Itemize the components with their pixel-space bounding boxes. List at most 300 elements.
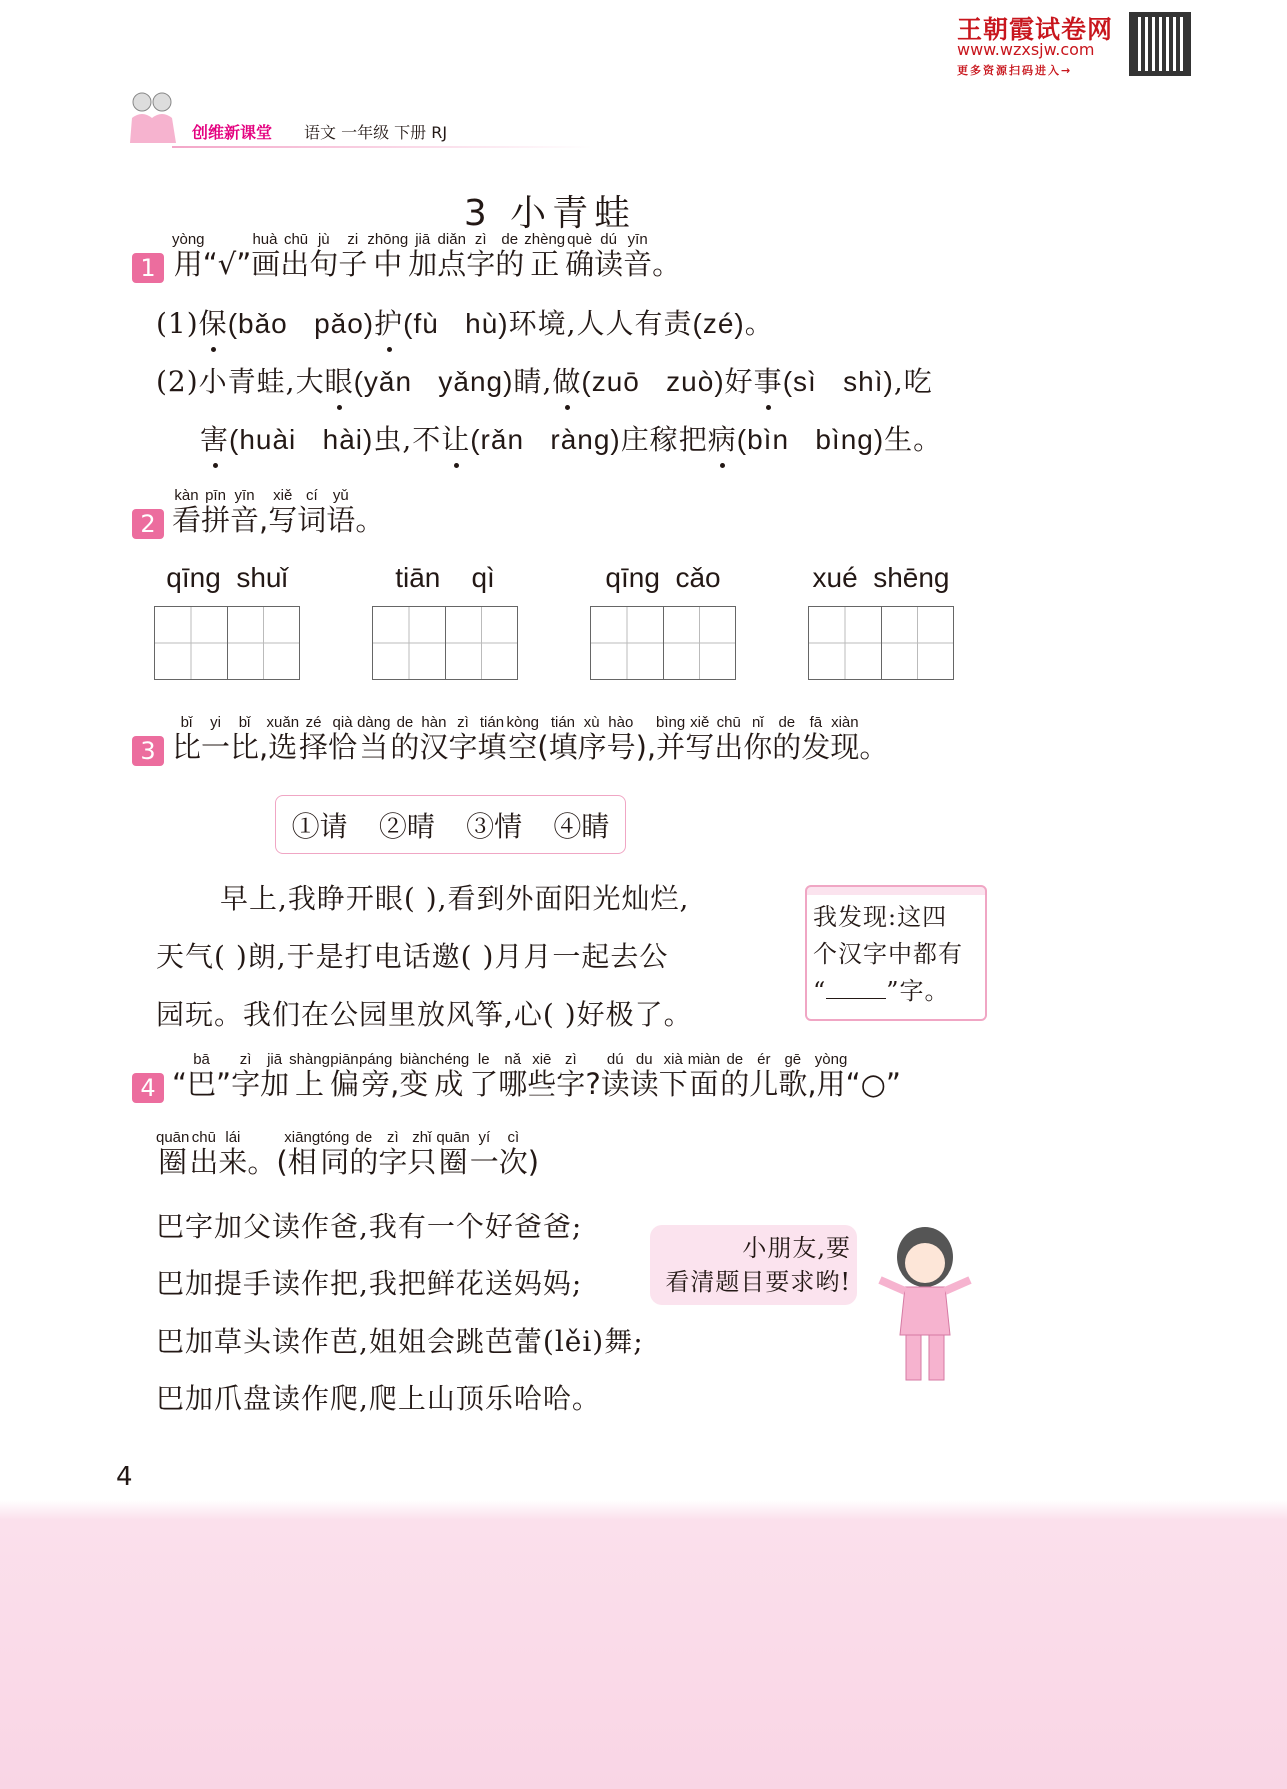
text: ( <box>537 730 549 764</box>
ruby-char <box>266 714 300 764</box>
hanzi: 并 <box>656 730 686 764</box>
series-name: 创维新课堂 <box>192 123 273 142</box>
hanzi: 偏 <box>329 1067 359 1101</box>
word-item <box>578 562 748 680</box>
hanzi: 看 <box>172 503 202 537</box>
ruby-char <box>656 714 686 764</box>
option: ④睛 <box>553 809 610 843</box>
ruby-char <box>428 1051 470 1101</box>
ruby-char <box>172 487 202 537</box>
pinyin: du <box>629 1051 659 1068</box>
text: 生。 <box>884 423 943 456</box>
hanzi: 来 <box>218 1145 248 1179</box>
hanzi: 一 <box>469 1145 499 1179</box>
dotted-char: 让 <box>441 423 471 456</box>
pinyin-choice[interactable]: (bìn bìng) <box>736 424 885 455</box>
question-4-title-cont <box>156 1130 539 1181</box>
ruby-char <box>658 1051 688 1101</box>
grid-cell[interactable] <box>373 607 446 679</box>
option: ①请 <box>291 809 348 843</box>
text: 虫,不 <box>373 423 442 456</box>
pinyin: de <box>390 714 420 731</box>
hanzi: 正 <box>524 247 566 281</box>
pinyin-choice[interactable]: (fù hù) <box>403 308 509 339</box>
hanzi: 音 <box>230 503 260 537</box>
bubble-text: 小朋友,要 <box>742 1234 851 1262</box>
hanzi: 相 <box>284 1145 321 1179</box>
ruby-char <box>448 714 478 764</box>
ruby-char <box>338 231 368 281</box>
text: 。 <box>355 503 385 537</box>
ruby-char <box>506 714 540 764</box>
hanzi: 你 <box>743 730 773 764</box>
pinyin: bìng <box>656 714 686 731</box>
hanzi: 点 <box>437 247 467 281</box>
ruby-char <box>495 231 525 281</box>
hanzi: 恰 <box>328 730 358 764</box>
ruby-char <box>357 714 391 764</box>
ruby-char <box>685 714 715 764</box>
note-quote: “ <box>813 977 827 1005</box>
word-pinyin: xué shēng <box>812 562 950 593</box>
pinyin: miàn <box>687 1051 721 1068</box>
hanzi: 选 <box>266 730 300 764</box>
hanzi: 圈 <box>156 1145 190 1179</box>
brand-logo <box>957 10 1197 80</box>
writing-grid[interactable] <box>372 606 518 680</box>
hanzi: 读 <box>629 1067 659 1101</box>
text: 。( <box>247 1145 288 1179</box>
pinyin: dú <box>600 1051 630 1068</box>
hanzi: 字 <box>231 1067 261 1101</box>
answer-blank[interactable] <box>826 979 886 999</box>
grid-cell[interactable] <box>155 607 228 679</box>
kids-illustration-icon <box>128 88 178 148</box>
word-item <box>360 562 530 680</box>
hanzi: 的 <box>495 247 525 281</box>
ruby-char <box>390 714 420 764</box>
text: ? <box>585 1067 601 1101</box>
pinyin: yòng <box>172 231 205 248</box>
hanzi: 画出 <box>251 247 310 281</box>
ruby-char <box>284 1129 321 1179</box>
ruby-char <box>358 1051 393 1101</box>
writing-grid[interactable] <box>154 606 300 680</box>
pinyin: diǎn <box>437 231 467 248</box>
ruby-char <box>469 1129 499 1179</box>
pinyin: huà chū <box>251 231 310 248</box>
ruby-char <box>548 714 636 764</box>
ruby-char <box>349 1129 379 1179</box>
grid-cell[interactable] <box>591 607 664 679</box>
pinyin: de <box>495 231 525 248</box>
hanzi: 写 <box>268 503 298 537</box>
hanzi: 次 <box>498 1145 528 1179</box>
bubble-text: 看清题目要求哟! <box>665 1268 851 1296</box>
hanzi: 成 <box>428 1067 470 1101</box>
ruby-char <box>408 231 438 281</box>
hanzi: 用 <box>814 1067 848 1101</box>
ruby-char <box>466 231 496 281</box>
pinyin: xiē <box>527 1051 557 1068</box>
ruby-char <box>260 1051 290 1101</box>
text: 。 <box>859 730 889 764</box>
qr-code-icon <box>1129 12 1191 76</box>
pinyin: bǐ <box>172 714 201 731</box>
ruby-char <box>156 1129 190 1179</box>
hanzi: 填 <box>477 730 507 764</box>
q1-sentence-2-cont <box>200 418 942 458</box>
grid-cell[interactable] <box>809 607 882 679</box>
grid-cell[interactable] <box>228 607 300 679</box>
header-divider <box>172 146 592 148</box>
hanzi: 些 <box>527 1067 557 1101</box>
pinyin: kòng <box>506 714 540 731</box>
discovery-note <box>805 885 987 1021</box>
dotted-char: 保 <box>198 307 228 340</box>
pinyin: biàn <box>399 1051 429 1068</box>
hanzi: 哪 <box>498 1067 528 1101</box>
hanzi: 的 <box>349 1145 379 1179</box>
pinyin: lái <box>218 1129 248 1146</box>
grid-cell[interactable] <box>664 607 736 679</box>
pinyin: zhōng <box>367 231 409 248</box>
hanzi: 语 <box>326 503 356 537</box>
pinyin: ér <box>749 1051 779 1068</box>
dotted-char: 眼 <box>324 365 354 398</box>
hanzi: 的 <box>772 730 802 764</box>
ruby-char <box>749 1051 779 1101</box>
brand-url: www.wzxsjw.com <box>957 40 1095 59</box>
paragraph-line: 天气( )朗,于是打电话邀( )月月一起去公 <box>156 940 669 973</box>
writing-grid[interactable] <box>808 606 954 680</box>
pinyin: cì <box>498 1129 528 1146</box>
ruby-char <box>623 231 653 281</box>
pinyin: yǔ <box>326 487 356 504</box>
ruby-char <box>801 714 831 764</box>
word-item <box>142 562 312 680</box>
pinyin: páng <box>358 1051 393 1068</box>
ruby-char <box>268 487 298 537</box>
hanzi: 一 <box>201 730 231 764</box>
question-number: 2 <box>132 509 164 539</box>
ruby-char <box>299 714 329 764</box>
pinyin: kàn <box>172 487 201 504</box>
pinyin: quān <box>156 1129 190 1146</box>
hanzi: 汉 <box>419 730 449 764</box>
hanzi: 词 <box>297 503 327 537</box>
ruby-char <box>172 1051 232 1101</box>
text: (1) <box>156 307 199 340</box>
hanzi: 择 <box>299 730 329 764</box>
ruby-char <box>297 487 327 537</box>
question-4-title <box>132 1052 901 1103</box>
pinyin: yòng <box>814 1051 848 1068</box>
pinyin: jiā <box>260 1051 290 1068</box>
ruby-char <box>419 714 449 764</box>
ruby-char <box>231 1051 261 1101</box>
ruby-char <box>172 714 202 764</box>
word-pinyin: qīng shuǐ <box>166 562 288 593</box>
hanzi: 句 <box>309 247 339 281</box>
ruby-char <box>565 231 595 281</box>
girl-illustration-icon <box>870 1225 980 1390</box>
ruby-char <box>556 1051 586 1101</box>
hanzi: 旁 <box>358 1067 393 1101</box>
book-info: 语文 一年级 下册 RJ <box>304 123 448 142</box>
ruby-char <box>527 1051 557 1101</box>
ruby-char <box>230 714 260 764</box>
ruby-char <box>399 1051 429 1101</box>
hanzi: 变 <box>399 1067 429 1101</box>
page-number: 4 <box>116 1462 133 1492</box>
pinyin: jiā <box>408 231 438 248</box>
pinyin-choice[interactable]: (bǎo pǎo) <box>227 308 375 339</box>
hanzi: “巴” <box>172 1067 232 1101</box>
text: , <box>390 1067 400 1101</box>
pinyin-choice[interactable]: (rǎn ràng) <box>470 424 621 455</box>
pinyin-choice[interactable]: (zé) <box>692 308 745 339</box>
pinyin: tián xù hào <box>548 714 636 731</box>
question-3-title <box>132 715 888 766</box>
pinyin: zì <box>556 1051 586 1068</box>
ruby-char <box>378 1129 408 1179</box>
dotted-char: 事 <box>753 365 783 398</box>
pinyin-choice[interactable]: (yǎn yǎng) <box>353 366 514 397</box>
options-box <box>275 795 626 854</box>
pinyin: fā <box>801 714 831 731</box>
writing-grid[interactable] <box>590 606 736 680</box>
pinyin: bǐ <box>230 714 260 731</box>
dotted-char: 做 <box>552 365 582 398</box>
ruby-char <box>329 1051 359 1101</box>
q1-sentence-1 <box>156 302 774 342</box>
ruby-char <box>328 714 358 764</box>
ruby-char <box>251 231 310 281</box>
pinyin-choice[interactable]: (huài hài) <box>229 424 374 455</box>
dotted-char: 病 <box>707 423 737 456</box>
hanzi: 加 <box>408 247 438 281</box>
grid-cell[interactable] <box>446 607 518 679</box>
pinyin: xià <box>658 1051 688 1068</box>
page-header <box>128 88 628 148</box>
ruby-char <box>326 487 356 537</box>
ruby-char <box>189 1129 219 1179</box>
ruby-char <box>498 1129 528 1179</box>
pinyin: zì <box>466 231 496 248</box>
pinyin: piān <box>329 1051 359 1068</box>
dotted-char: 护 <box>374 307 404 340</box>
question-number: 4 <box>132 1073 164 1103</box>
grid-cell[interactable] <box>882 607 954 679</box>
pinyin: zi <box>338 231 368 248</box>
hanzi: 圈 <box>436 1145 470 1179</box>
ruby-char <box>498 1051 528 1101</box>
pinyin: yīn <box>623 231 653 248</box>
pinyin: chū <box>189 1129 219 1146</box>
pinyin: cí <box>297 487 327 504</box>
text: 。 <box>652 247 682 281</box>
hanzi: 拼 <box>201 503 231 537</box>
ruby-char <box>407 1129 437 1179</box>
pinyin: dàng <box>357 714 391 731</box>
hanzi: 当 <box>357 730 391 764</box>
ruby-char <box>469 1051 499 1101</box>
ruby-char <box>437 231 467 281</box>
pinyin: xiě <box>685 714 715 731</box>
pinyin: zé <box>299 714 329 731</box>
pinyin: quān <box>436 1129 470 1146</box>
paragraph-line: 早上,我睁开眼( ),看到外面阳光灿烂, <box>220 882 690 915</box>
ruby-char <box>687 1051 721 1101</box>
hanzi: 只 <box>407 1145 437 1179</box>
word-item <box>796 562 966 680</box>
pinyin: xiàn <box>830 714 860 731</box>
pinyin: le <box>469 1051 499 1068</box>
hanzi: 了 <box>469 1067 499 1101</box>
dotted-char: 害 <box>200 423 230 456</box>
question-number: 3 <box>132 736 164 766</box>
hanzi: 出 <box>714 730 744 764</box>
q1-sentence-2 <box>156 360 933 400</box>
pinyin: zì <box>378 1129 408 1146</box>
ruby-char <box>600 1051 630 1101</box>
hanzi: 面 <box>687 1067 721 1101</box>
pinyin: de <box>772 714 802 731</box>
ruby-char <box>320 1129 350 1179</box>
hanzi: 确 <box>565 247 595 281</box>
question-2-title <box>132 488 384 539</box>
pinyin: bā <box>172 1051 232 1068</box>
text: 庄稼把 <box>620 423 708 456</box>
ruby-char <box>309 231 339 281</box>
pinyin-choice[interactable]: (sì shì) <box>782 366 894 397</box>
text: ,吃 <box>893 365 933 398</box>
hanzi: 填序号 <box>548 730 636 764</box>
pinyin: pīn <box>201 487 231 504</box>
pinyin: nǎ <box>498 1051 528 1068</box>
text: , <box>259 503 269 537</box>
pinyin: de <box>349 1129 379 1146</box>
hanzi: 出 <box>189 1145 219 1179</box>
pinyin: xiě <box>268 487 298 504</box>
pinyin: yīn <box>230 487 260 504</box>
hanzi: 字 <box>378 1145 408 1179</box>
text: ) <box>527 1145 540 1179</box>
note-text: ”字。 <box>886 977 950 1005</box>
hanzi: 歌 <box>778 1067 808 1101</box>
ruby-char <box>477 714 507 764</box>
ruby-char <box>720 1051 750 1101</box>
ruby-char <box>594 231 624 281</box>
text: “√” <box>202 247 252 281</box>
pinyin: chū <box>714 714 744 731</box>
speech-bubble <box>650 1225 857 1305</box>
pinyin: de <box>720 1051 750 1068</box>
hanzi: 的 <box>720 1067 750 1101</box>
brand-more: 更多资源扫码进入→ <box>957 64 1073 77</box>
question-number: 1 <box>132 253 164 283</box>
pinyin: gē <box>778 1051 808 1068</box>
hanzi: 中 <box>367 247 409 281</box>
text: ), <box>635 730 657 764</box>
hanzi: 读 <box>594 247 624 281</box>
pinyin: tián <box>477 714 507 731</box>
pinyin: hàn <box>419 714 449 731</box>
paragraph-line: 园玩。我们在公园里放风筝,心( )好极了。 <box>156 998 693 1031</box>
pinyin: zì <box>231 1051 261 1068</box>
ruby-char <box>772 714 802 764</box>
bottom-band <box>0 1500 1287 1789</box>
pinyin: dú <box>594 231 624 248</box>
ruby-char <box>172 231 205 281</box>
ruby-char <box>524 231 566 281</box>
pinyin: zì <box>448 714 478 731</box>
ruby-char <box>714 714 744 764</box>
hanzi: 发 <box>801 730 831 764</box>
word-pinyin: tiān qì <box>395 562 495 593</box>
ruby-char <box>743 714 773 764</box>
hanzi: 下 <box>658 1067 688 1101</box>
pinyin: jù <box>309 231 339 248</box>
pinyin: tóng <box>320 1129 350 1146</box>
hanzi: 比 <box>172 730 202 764</box>
pinyin: shàng <box>289 1051 330 1068</box>
pinyin: zhǐ <box>407 1129 437 1146</box>
ruby-char <box>367 231 409 281</box>
ruby-char <box>201 487 231 537</box>
hanzi: 字 <box>466 247 496 281</box>
pinyin-choice[interactable]: (zuō zuò) <box>581 366 725 397</box>
poem-line: 巴加爪盘读作爬,爬上山顶乐哈哈。 <box>156 1382 601 1415</box>
pinyin: xiāng <box>284 1129 321 1146</box>
ruby-char <box>436 1129 470 1179</box>
text: 睛, <box>513 365 553 398</box>
ruby-char <box>230 487 260 537</box>
hanzi: 字 <box>556 1067 586 1101</box>
hanzi: 上 <box>289 1067 330 1101</box>
pinyin: qià <box>328 714 358 731</box>
lesson-title: 3 小青蛙 <box>463 193 637 234</box>
text: “○” <box>845 1067 901 1101</box>
hanzi: 读 <box>600 1067 630 1101</box>
ruby-char <box>289 1051 330 1101</box>
option: ②晴 <box>378 809 435 843</box>
hanzi: 儿 <box>749 1067 779 1101</box>
pinyin: xuǎn <box>266 714 300 731</box>
text: (2)小青蛙,大 <box>156 365 325 398</box>
hanzi: 同 <box>320 1145 350 1179</box>
text: 好 <box>724 365 754 398</box>
note-text: 个汉字中都有 <box>813 940 963 968</box>
text: , <box>259 730 269 764</box>
hanzi: 空 <box>506 730 539 764</box>
pinyin: què <box>565 231 595 248</box>
question-1-title <box>132 232 681 283</box>
pinyin: chéng <box>428 1051 470 1068</box>
text: 。 <box>744 307 774 340</box>
ruby-char <box>830 714 860 764</box>
poem-line: 巴加草头读作芭,姐姐会跳芭蕾(lěi)舞; <box>156 1325 644 1358</box>
hanzi: 加 <box>260 1067 290 1101</box>
ruby-char <box>814 1051 848 1101</box>
brand-name: 王朝霞试卷网 <box>957 15 1114 44</box>
hanzi: 比 <box>230 730 260 764</box>
pinyin: nǐ <box>743 714 773 731</box>
pinyin: zhèng <box>524 231 566 248</box>
hanzi: 字 <box>448 730 478 764</box>
poem-line: 巴字加父读作爸,我有一个好爸爸; <box>156 1210 583 1243</box>
